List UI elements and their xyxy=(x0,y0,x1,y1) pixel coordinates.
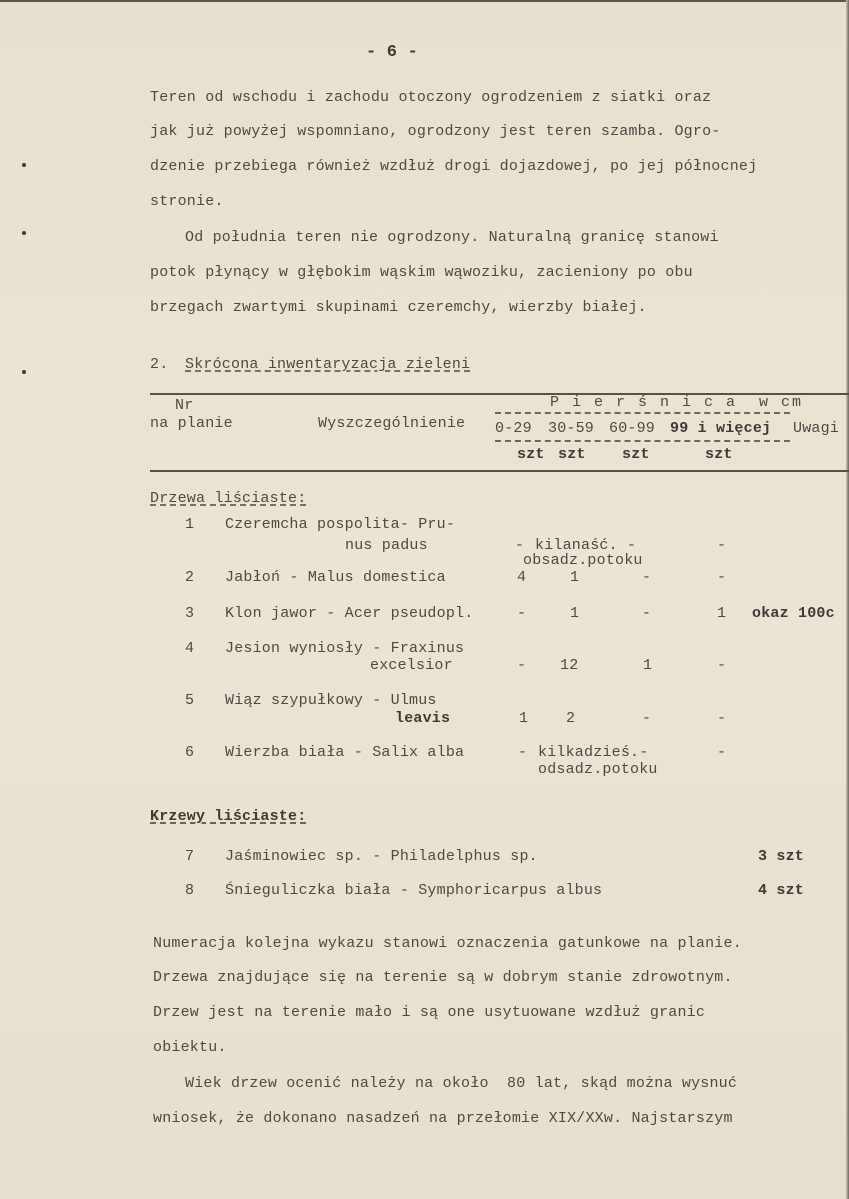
group-title: Drzewa liściaste: xyxy=(150,490,307,507)
row-cell: - xyxy=(717,744,727,761)
row-cell: 1 xyxy=(570,569,580,586)
row-count: 3 szt xyxy=(758,848,805,865)
punch-mark xyxy=(22,370,26,374)
row-nr: 2 xyxy=(185,569,195,586)
row-cell: 1 xyxy=(570,605,580,622)
page-number: - 6 - xyxy=(366,43,419,62)
row-nr: 3 xyxy=(185,605,195,622)
paragraph-line: brzegach zwartymi skupinami czeremchy, wierzby białej. xyxy=(150,299,647,316)
table-header-rule xyxy=(150,470,849,472)
row-cell: - xyxy=(642,710,652,727)
header-unit: szt xyxy=(558,446,586,463)
punch-mark xyxy=(22,163,26,167)
paragraph-line: potok płynący w głębokim wąskim wąwoziku, zacieniony po obu xyxy=(150,264,693,281)
row-cell: kilanaść. - xyxy=(535,537,637,554)
punch-mark xyxy=(22,231,26,235)
row-name: Jaśminowiec sp. - Philadelphus sp. xyxy=(225,848,538,865)
row-cell: - xyxy=(642,605,652,622)
section-number: 2. xyxy=(150,356,169,373)
row-cell: 1 xyxy=(717,605,727,622)
row-cell: kilkadzieś.- xyxy=(538,744,649,761)
header-range: 60-99 xyxy=(609,420,656,437)
header-range: 30-59 xyxy=(548,420,595,437)
header-unit: szt xyxy=(622,446,650,463)
row-nr: 6 xyxy=(185,744,195,761)
paragraph-line: Od południa teren nie ogrodzony. Naturalną granicę stanowi xyxy=(185,229,719,246)
paragraph-line: Drzewa znajdujące się na terenie są w dobrym stanie zdrowotnym. xyxy=(153,969,733,986)
header-unit: szt xyxy=(517,446,545,463)
row-name: excelsior xyxy=(370,657,453,674)
row-cell: - xyxy=(717,710,727,727)
paragraph-line: obiektu. xyxy=(153,1039,227,1056)
row-nr: 8 xyxy=(185,882,195,899)
row-cell: 1 xyxy=(519,710,529,727)
row-nr: 5 xyxy=(185,692,195,709)
row-cell: - xyxy=(517,605,527,622)
row-cell: - xyxy=(717,569,727,586)
row-cell: 12 xyxy=(560,657,579,674)
row-cell: - xyxy=(642,569,652,586)
paragraph-line: dzenie przebiega również wzdłuż drogi dojazdowej, po jej północnej xyxy=(150,158,758,175)
row-cell: - xyxy=(517,657,527,674)
header-nr: Nr xyxy=(175,397,194,414)
row-nr: 7 xyxy=(185,848,195,865)
header-range: 99 i więcej xyxy=(670,420,772,437)
row-cell: obsadz.potoku xyxy=(523,552,643,569)
row-name: Wierzba biała - Salix alba xyxy=(225,744,465,761)
row-cell: - xyxy=(717,537,727,554)
row-cell: - xyxy=(717,657,727,674)
header-dashed-rule xyxy=(495,412,790,414)
header-description: Wyszczególnienie xyxy=(318,415,466,432)
row-name: Jesion wyniosły - Fraxinus xyxy=(225,640,465,657)
row-cell: 1 xyxy=(643,657,653,674)
row-name: Wiąz szypułkowy - Ulmus xyxy=(225,692,437,709)
row-cell: 4 xyxy=(517,569,527,586)
row-cell: - xyxy=(515,537,525,554)
paragraph-line: stronie. xyxy=(150,193,224,210)
header-range: 0-29 xyxy=(495,420,532,437)
paragraph-line: wniosek, że dokonano nasadzeń na przełomie XIX/XXw. Najstarszym xyxy=(153,1110,733,1127)
header-nr-plan: na planie xyxy=(150,415,233,432)
row-name: Czeremcha pospolita- Pru- xyxy=(225,516,456,533)
group-title: Krzewy liściaste: xyxy=(150,808,307,825)
header-dashed-rule xyxy=(495,440,790,442)
paragraph-line: Numeracja kolejna wykazu stanowi oznaczenia gatunkowe na planie. xyxy=(153,935,742,952)
section-title: Skrócona inwentaryzacja zieleni xyxy=(185,356,471,373)
row-nr: 4 xyxy=(185,640,195,657)
row-cell: - xyxy=(518,744,528,761)
header-group-dbh: P i e r ś n i c a w cm xyxy=(550,394,804,411)
paragraph-line: Drzew jest na terenie mało i są one usytuowane wzdłuż granic xyxy=(153,1004,706,1021)
row-nr: 1 xyxy=(185,516,195,533)
row-cell: 2 xyxy=(566,710,576,727)
scan-edge-top xyxy=(0,0,849,2)
row-name: leavis xyxy=(395,710,451,727)
header-unit: szt xyxy=(705,446,733,463)
row-name: Śnieguliczka biała - Symphoricarpus albus xyxy=(225,882,603,899)
header-remarks: Uwagi xyxy=(793,420,840,437)
row-cell: odsadz.potoku xyxy=(538,761,658,778)
row-count: 4 szt xyxy=(758,882,805,899)
paragraph-line: Teren od wschodu i zachodu otoczony ogrodzeniem z siatki oraz xyxy=(150,89,712,106)
paragraph-line: Wiek drzew ocenić należy na około 80 lat, skąd można wysnuć xyxy=(185,1075,738,1092)
row-name: nus padus xyxy=(345,537,428,554)
row-remarks: okaz 100c xyxy=(752,605,835,622)
paragraph-line: jak już powyżej wspomniano, ogrodzony jest teren szamba. Ogro- xyxy=(150,123,721,140)
row-name: Klon jawor - Acer pseudopl. xyxy=(225,605,474,622)
row-name: Jabłoń - Malus domestica xyxy=(225,569,446,586)
